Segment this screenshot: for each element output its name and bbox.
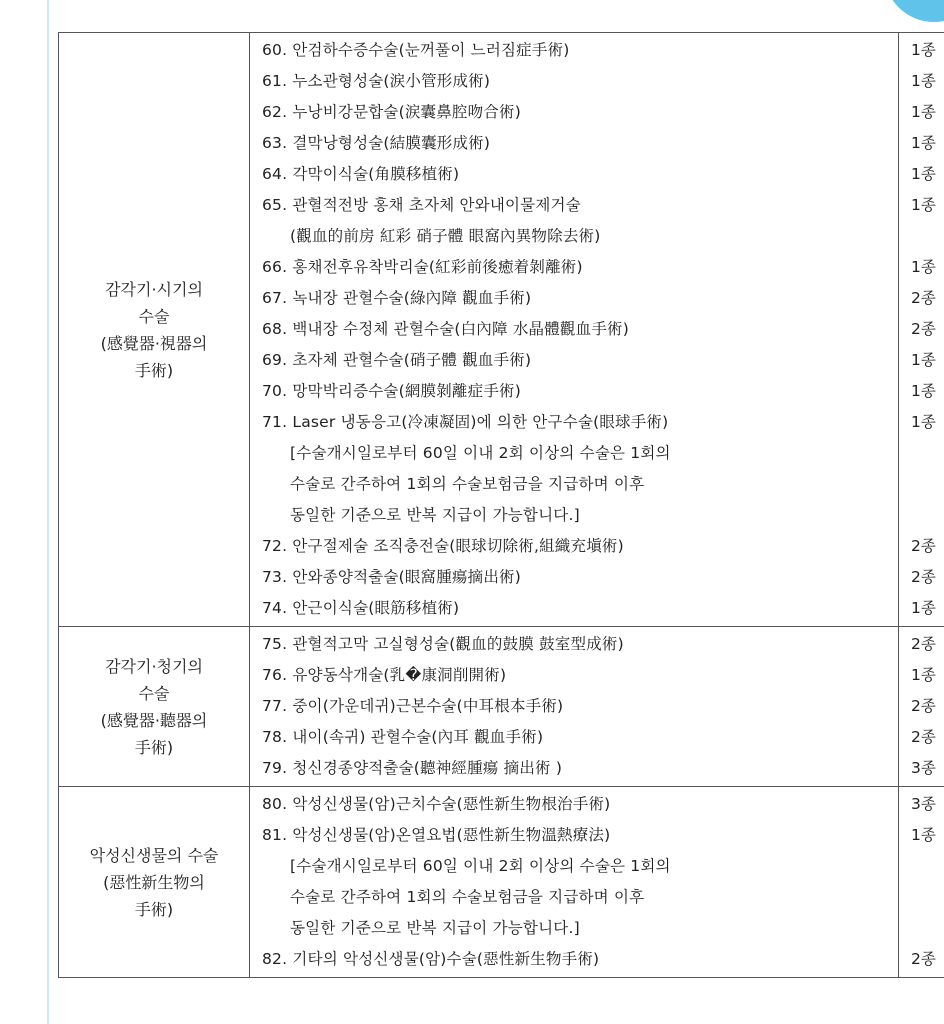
surgery-item: 69. 초자체 관혈수술(硝子體 觀血手術) (262, 351, 532, 369)
surgery-item: 81. 악성신생물(암)온열요법(惡性新生物溫熱療法) (262, 826, 611, 844)
surgery-grade: 2종 (911, 697, 936, 715)
surgery-item: 63. 결막낭형성술(結膜囊形成術) (262, 134, 491, 152)
category-label-line: 악성신생물의 수술 (89, 845, 219, 865)
surgery-item-note: [수술개시일로부터 60일 이내 2회 이상의 수술은 1회의 (290, 857, 671, 875)
surgery-grade: 1종 (911, 196, 936, 214)
grade-cell (899, 787, 944, 978)
grade-cell (899, 627, 944, 787)
surgery-item: 61. 누소관형성술(涙小管形成術) (262, 72, 491, 90)
surgery-item: 78. 내이(속귀) 관혈수술(內耳 觀血手術) (262, 728, 544, 746)
surgery-grade: 2종 (911, 728, 936, 746)
category-label-line: 手術) (134, 360, 174, 380)
surgery-item: 65. 관혈적전방 홍채 초자체 안와내이물제거술 (262, 196, 581, 214)
surgery-grade: 3종 (911, 759, 936, 777)
surgery-grade: 2종 (911, 950, 936, 968)
category-label-line: 감각기·시기의 (105, 279, 203, 299)
surgery-item: 82. 기타의 악성신생물(암)수술(惡性新生物手術) (262, 950, 600, 968)
surgery-item: 67. 녹내장 관혈수술(綠內障 觀血手術) (262, 289, 532, 307)
surgery-item: 71. Laser 냉동응고(冷凍凝固)에 의한 안구수술(眼球手術) (262, 413, 669, 431)
section-row (59, 787, 944, 978)
surgery-item: 60. 안검하수증수술(눈꺼풀이 느러짐症手術) (262, 41, 570, 59)
surgery-grade: 3종 (911, 795, 936, 813)
surgery-grade: 1종 (911, 165, 936, 183)
category-cell (59, 33, 250, 627)
surgery-item: 64. 각막이식술(角膜移植術) (262, 165, 460, 183)
surgery-item-note: 수술로 간주하여 1회의 수술보험금을 지급하며 이후 (290, 888, 645, 906)
corner-decoration (884, 0, 944, 22)
surgery-item: 62. 누낭비강문합술(涙囊鼻腔吻合術) (262, 103, 521, 121)
grade-spacer (911, 882, 944, 913)
surgery-item: 73. 안와종양적출술(眼窩腫瘍摘出術) (262, 568, 521, 586)
surgery-item: 72. 안구절제술 조직충전술(眼球切除術,組織充塡術) (262, 537, 624, 555)
surgery-grade: 1종 (911, 351, 936, 369)
surgery-grade: 1종 (911, 134, 936, 152)
section-row (59, 33, 944, 627)
surgery-item-note: 동일한 기준으로 반복 지급이 가능합니다.] (290, 919, 580, 937)
surgery-item: 70. 망막박리증수술(網膜剝離症手術) (262, 382, 521, 400)
surgery-items-cell (250, 33, 899, 627)
grade-spacer (911, 438, 944, 469)
surgery-grade: 1종 (911, 41, 936, 59)
surgery-grade: 1종 (911, 826, 936, 844)
surgery-item: 77. 중이(가운데귀)근본수술(中耳根本手術) (262, 697, 564, 715)
surgery-item-note: 수술로 간주하여 1회의 수술보험금을 지급하며 이후 (290, 475, 645, 493)
grade-spacer (911, 500, 944, 531)
grade-cell (899, 33, 944, 627)
surgery-item-note: 동일한 기준으로 반복 지급이 가능합니다.] (290, 506, 580, 524)
surgery-items-cell (250, 627, 899, 787)
surgery-items-cell (250, 787, 899, 978)
category-label-line: 手術) (134, 737, 174, 757)
surgery-grade: 1종 (911, 413, 936, 431)
surgery-item: 74. 안근이식술(眼筋移植術) (262, 599, 460, 617)
surgery-grade: 2종 (911, 320, 936, 338)
category-label-line: (感覺器·聽器의 (100, 710, 208, 730)
category-label-line: 수술 (138, 683, 170, 703)
left-accent-line (47, 0, 49, 1024)
surgery-grade: 1종 (911, 258, 936, 276)
category-label-line: (感覺器·視器의 (100, 333, 208, 353)
grade-spacer (911, 221, 944, 252)
surgery-item: 80. 악성신생물(암)근치수술(惡性新生物根治手術) (262, 795, 611, 813)
surgery-item-note: (觀血的前房 紅彩 硝子體 眼窩內異物除去術) (290, 227, 601, 245)
surgery-grade: 2종 (911, 537, 936, 555)
category-label-line: 手術) (134, 899, 174, 919)
category-label-line: (惡性新生物의 (103, 872, 205, 892)
surgery-item: 75. 관혈적고막 고실형성술(觀血的鼓膜 鼓室型成術) (262, 635, 624, 653)
surgery-grade: 1종 (911, 382, 936, 400)
surgery-grade: 2종 (911, 289, 936, 307)
grade-spacer (911, 469, 944, 500)
surgery-grade: 1종 (911, 666, 936, 684)
grade-spacer (911, 851, 944, 882)
surgery-item: 68. 백내장 수정체 관혈수술(白內障 水晶體觀血手術) (262, 320, 629, 338)
category-label-line: 수술 (138, 306, 170, 326)
surgery-item: 76. 유양동삭개술(乳�康洞削開術) (262, 666, 507, 684)
surgery-grade: 1종 (911, 103, 936, 121)
category-cell (59, 787, 250, 978)
surgery-grade: 2종 (911, 568, 936, 586)
surgery-grade: 1종 (911, 72, 936, 90)
surgery-item: 66. 홍채전후유착박리술(紅彩前後癒着剝離術) (262, 258, 583, 276)
surgery-grade: 2종 (911, 635, 936, 653)
grade-spacer (911, 913, 944, 944)
surgery-item: 79. 청신경종양적출술(聽神經腫瘍 摘出術 ) (262, 759, 563, 777)
surgery-classification-table (58, 32, 944, 978)
category-cell (59, 627, 250, 787)
surgery-grade: 1종 (911, 599, 936, 617)
surgery-item-note: [수술개시일로부터 60일 이내 2회 이상의 수술은 1회의 (290, 444, 671, 462)
category-label-line: 감각기·청기의 (105, 656, 203, 676)
section-row (59, 627, 944, 787)
